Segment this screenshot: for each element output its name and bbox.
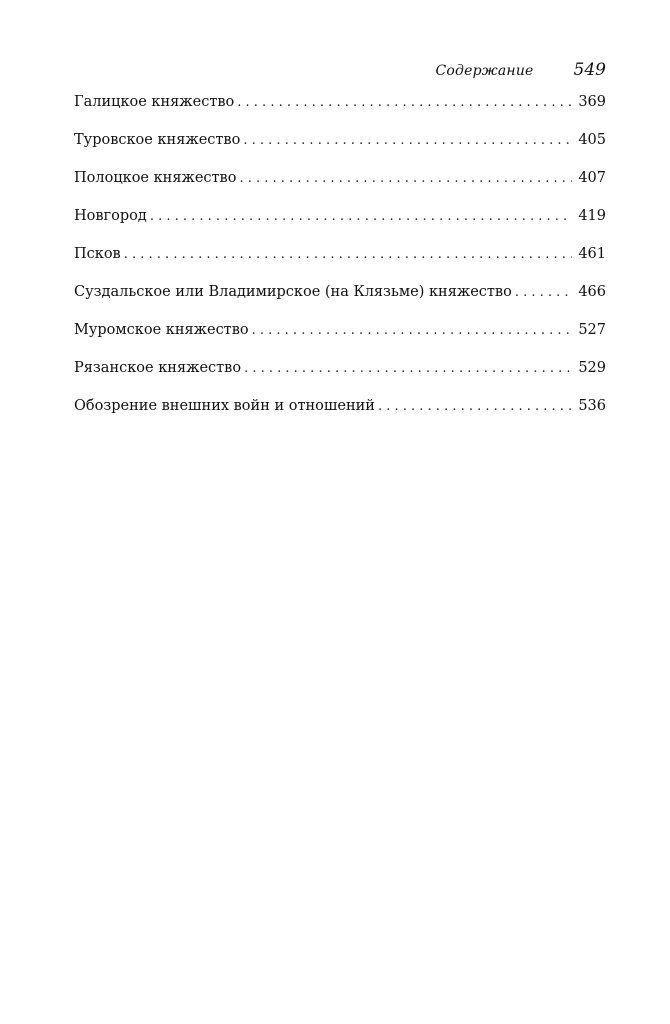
dot-leader xyxy=(378,397,572,417)
running-head xyxy=(74,60,606,80)
toc-entry-page: 527 xyxy=(578,322,606,338)
dot-leader xyxy=(237,93,572,113)
toc-entry-title: Обозрение внешних войн и отношений xyxy=(74,398,375,414)
toc-entry-title: Галицкое княжество xyxy=(74,94,235,110)
toc-entry-title: Муромское княжество xyxy=(74,322,249,338)
toc-entry-title: Полоцкое княжество xyxy=(74,170,237,186)
toc-entry xyxy=(74,244,606,282)
table-of-contents xyxy=(74,92,606,434)
dot-leader xyxy=(244,359,572,379)
toc-entry-title: Туровское княжество xyxy=(74,132,241,148)
toc-entry-title: Новгород xyxy=(74,208,147,224)
toc-entry xyxy=(74,282,606,320)
toc-entry xyxy=(74,396,606,434)
toc-entry-title: Суздальское или Владимирское (на Клязьме) княжество xyxy=(74,284,512,300)
dot-leader xyxy=(252,321,572,341)
toc-entry-page: 536 xyxy=(578,398,606,414)
page-number: 549 xyxy=(573,60,606,80)
dot-leader xyxy=(150,207,572,227)
dot-leader xyxy=(124,245,572,265)
dot-leader xyxy=(239,169,572,189)
toc-entry-page: 419 xyxy=(578,208,606,224)
toc-entry-page: 405 xyxy=(578,132,606,148)
toc-entry-page: 529 xyxy=(578,360,606,376)
toc-entry xyxy=(74,320,606,358)
dot-leader xyxy=(515,283,572,303)
toc-entry xyxy=(74,358,606,396)
toc-entry-page: 407 xyxy=(578,170,606,186)
toc-entry-title: Псков xyxy=(74,246,121,262)
running-head-section: Содержание xyxy=(435,63,534,79)
toc-entry xyxy=(74,130,606,168)
toc-entry-page: 466 xyxy=(578,284,606,300)
toc-entry-page: 461 xyxy=(578,246,606,262)
toc-entry-page: 369 xyxy=(578,94,606,110)
toc-entry xyxy=(74,206,606,244)
toc-entry-title: Рязанское княжество xyxy=(74,360,242,376)
toc-entry xyxy=(74,92,606,130)
toc-entry xyxy=(74,168,606,206)
dot-leader xyxy=(243,131,572,151)
